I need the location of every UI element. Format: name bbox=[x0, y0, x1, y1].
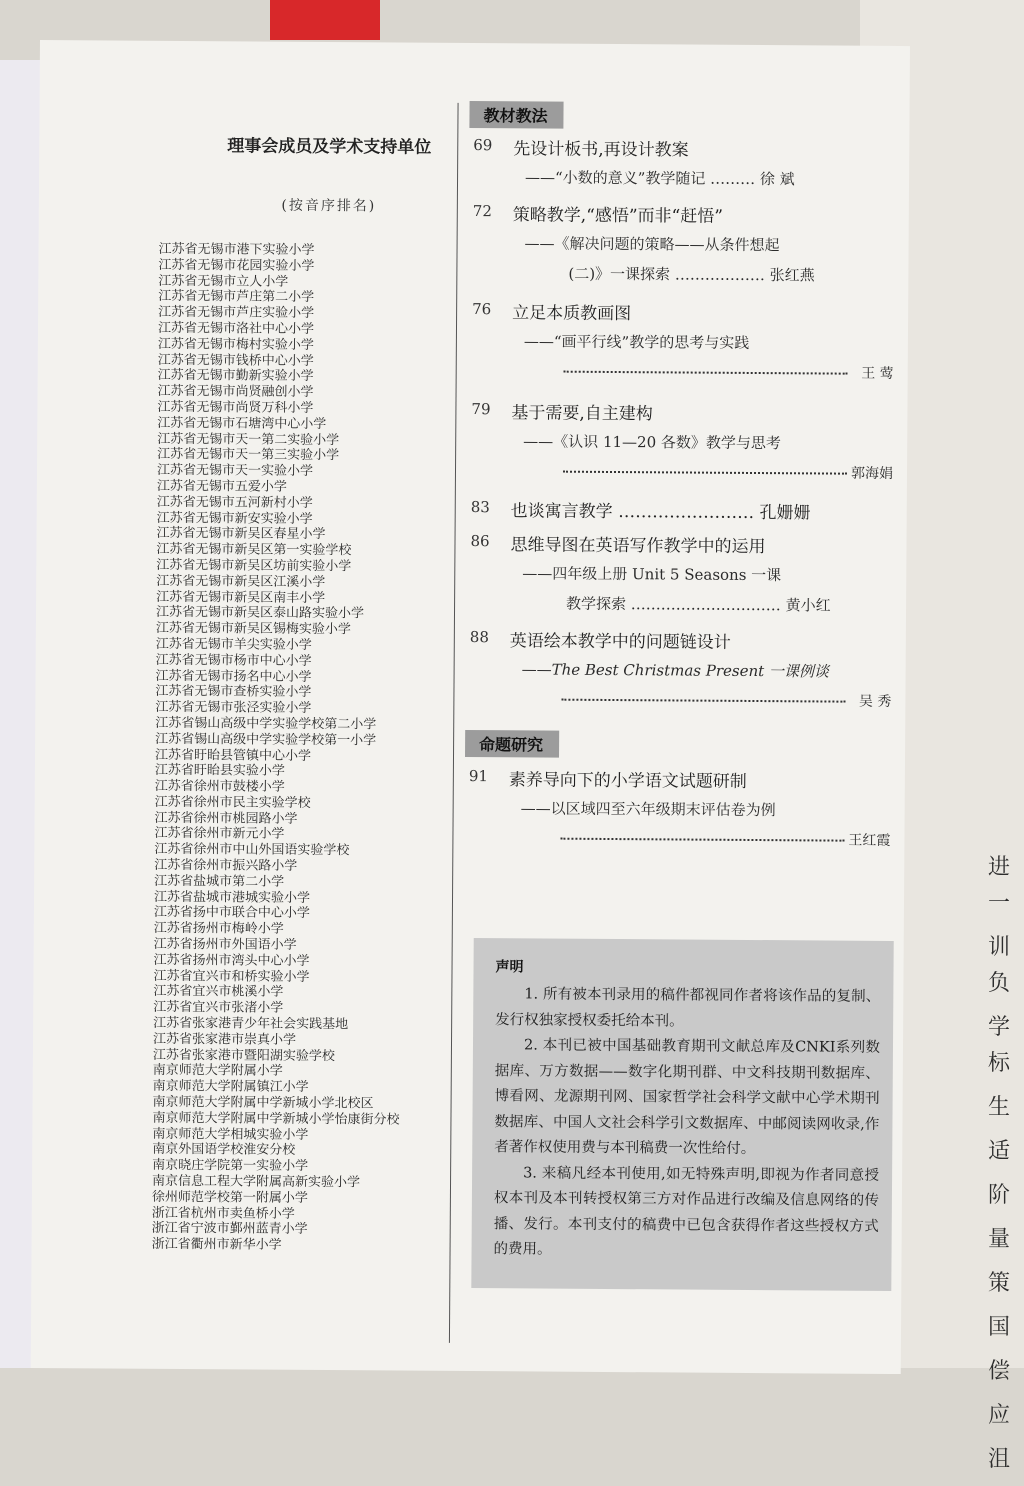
school-list-item: 江苏省无锡市港下实验小学 bbox=[158, 241, 315, 258]
school-list-item: 江苏省无锡市五河新村小学 bbox=[156, 494, 313, 511]
school-list-item: 江苏省张家港市崇真小学 bbox=[152, 1031, 297, 1048]
school-list-item: 江苏省无锡市勤新实验小学 bbox=[157, 368, 314, 385]
member-list-subtitle: (按音序排名) bbox=[281, 197, 377, 215]
toc-author-line bbox=[523, 456, 907, 489]
school-list-item: 江苏省盐城市港城实验小学 bbox=[153, 889, 311, 906]
school-list-item: 江苏省无锡市杨市中心小学 bbox=[155, 652, 312, 669]
notice-body bbox=[493, 982, 880, 1265]
school-list-item: 江苏省徐州市民主实验学校 bbox=[154, 794, 311, 811]
toc-entry-title: 也谈寓言教学 …………………… 孔姗姗 bbox=[510, 501, 811, 524]
school-list-item: 江苏省无锡市石塘湾中心小学 bbox=[157, 415, 327, 432]
toc-author: 吴 秀 bbox=[858, 693, 892, 710]
school-list-item: 江苏省无锡市尚贤万科小学 bbox=[157, 399, 314, 416]
background-red-object bbox=[270, 0, 380, 40]
school-list-item: 江苏省无锡市新吴区锡梅实验小学 bbox=[155, 620, 351, 638]
toc-page-number: 83 bbox=[470, 498, 490, 517]
toc-entry[interactable] bbox=[471, 400, 908, 489]
school-list-item: 江苏省徐州市中山外国语实验学校 bbox=[154, 842, 350, 859]
toc-page-number: 91 bbox=[468, 767, 489, 786]
school-list-item: 南京师范大学附属小学 bbox=[152, 1063, 283, 1080]
member-list-column bbox=[122, 131, 493, 1255]
school-list-item: 江苏省无锡市钱桥中心小学 bbox=[157, 352, 314, 369]
toc-entry-title: 策略教学,“感悟”而非“赶悟” bbox=[512, 205, 724, 227]
toc-entry-title: 思维导图在英语写作教学中的运用 bbox=[510, 535, 766, 558]
school-list bbox=[122, 241, 492, 1255]
school-list-item: 江苏省无锡市新吴区春星小学 bbox=[156, 526, 326, 543]
school-list-item: 江苏省无锡市新吴区江溪小学 bbox=[156, 573, 326, 590]
school-list-item: 南京师范大学附属中学新城小学怡康街分校 bbox=[152, 1110, 400, 1128]
toc-entry-subtitle: (二)》一课探索 ……………… 张红燕 bbox=[568, 264, 815, 285]
right-edge-char: 量 bbox=[988, 1227, 1011, 1252]
toc-entry[interactable] bbox=[472, 300, 909, 389]
school-list-item: 江苏省徐州市振兴路小学 bbox=[154, 857, 298, 874]
school-list-item: 江苏省徐州市鼓楼小学 bbox=[154, 778, 285, 795]
school-list-item: 江苏省宜兴市和桥实验小学 bbox=[153, 968, 310, 985]
right-edge-char: 进一 bbox=[988, 855, 1011, 916]
toc-entry-subtitle: ——The Best Christmas Present 一课例谈 bbox=[521, 660, 830, 681]
school-list-item: 南京师范大学相城实验小学 bbox=[152, 1126, 309, 1143]
school-list-item: 江苏省张家港青少年社会实践基地 bbox=[153, 1015, 349, 1033]
table-of-contents bbox=[464, 101, 909, 856]
toc-entry-subtitle: ——“画平行线”教学的思考与实践 bbox=[523, 332, 750, 352]
school-list-item: 江苏省扬州市外国语小学 bbox=[153, 936, 297, 953]
right-edge-char: 国 bbox=[988, 1315, 1011, 1340]
toc-page-number: 88 bbox=[469, 628, 489, 647]
school-list-item: 江苏省无锡市新吴区泰山路实验小学 bbox=[155, 605, 365, 622]
school-list-item: 江苏省无锡市羊尖实验小学 bbox=[155, 636, 312, 653]
toc-entry-subtitle: ——“小数的意义”教学随记 ……… 徐 斌 bbox=[524, 168, 795, 189]
toc-entry-subtitle: 教学探索 ………………………… 黄小红 bbox=[566, 594, 831, 615]
school-list-item: 南京师范大学附属中学新城小学北校区 bbox=[152, 1094, 374, 1112]
notice-title: 声明 bbox=[495, 959, 524, 976]
right-edge-char: 学标 bbox=[988, 1015, 1011, 1076]
toc-page-number: 72 bbox=[472, 202, 492, 221]
school-list-item: 江苏省无锡市张泾实验小学 bbox=[155, 699, 312, 717]
school-list-item: 江苏省无锡市芦庄实验小学 bbox=[158, 305, 315, 322]
toc-entry[interactable] bbox=[473, 136, 909, 195]
school-list-item: 江苏省扬中市联合中心小学 bbox=[153, 905, 310, 922]
toc-page-number: 79 bbox=[471, 400, 491, 419]
school-list-item: 徐州师范学校第一附属小学 bbox=[151, 1189, 308, 1206]
school-list-item: 江苏省无锡市新吴区第一实验学校 bbox=[156, 541, 352, 559]
toc-entry-subtitle: ——《解决问题的策略——从条件想起 bbox=[524, 234, 780, 255]
school-list-item: 江苏省盱眙县实验小学 bbox=[154, 763, 285, 780]
toc-entry-title: 基于需要,自主建构 bbox=[511, 403, 653, 425]
toc-page-number: 86 bbox=[470, 532, 490, 551]
school-list-item: 南京信息工程大学附属高新实验小学 bbox=[151, 1173, 361, 1191]
right-edge-char: 生 bbox=[988, 1095, 1011, 1120]
school-list-item: 江苏省无锡市花园实验小学 bbox=[158, 257, 315, 274]
school-list-item: 南京师范大学附属镇江小学 bbox=[152, 1079, 309, 1096]
school-list-item: 浙江省杭州市卖鱼桥小学 bbox=[151, 1205, 295, 1222]
notice-paragraph: 1. 所有被本刊录用的稿件都视同作者将该作品的复制、发行权独家授权委托给本刊。 bbox=[495, 986, 881, 1030]
school-list-item: 江苏省无锡市立人小学 bbox=[158, 273, 289, 290]
toc-entry-title: 素养导向下的小学语文试题研制 bbox=[508, 770, 747, 792]
toc-entry[interactable] bbox=[471, 498, 907, 527]
school-list-item: 浙江省宁波市鄞州蓝青小学 bbox=[151, 1221, 308, 1238]
school-list-item: 江苏省徐州市桃园路小学 bbox=[154, 810, 298, 827]
school-list-item: 浙江省衢州市新华小学 bbox=[151, 1237, 282, 1253]
school-list-item: 江苏省无锡市洛社中心小学 bbox=[157, 320, 315, 337]
school-list-item: 江苏省无锡市芦庄第二小学 bbox=[158, 289, 315, 306]
right-edge-char: 适 bbox=[988, 1139, 1011, 1164]
right-edge-char: 应 bbox=[988, 1403, 1011, 1428]
right-edge-char: 训负 bbox=[988, 935, 1011, 996]
notice-box bbox=[471, 938, 893, 1291]
toc-entry-subtitle: ——四年级上册 Unit 5 Seasons 一课 bbox=[522, 564, 782, 585]
school-list-item: 江苏省扬州市湾头中心小学 bbox=[153, 952, 310, 969]
school-list-item: 江苏省无锡市新吴区坊前实验小学 bbox=[156, 557, 352, 575]
toc-author-line bbox=[524, 356, 908, 389]
member-list-title: 理事会成员及学术支持单位 bbox=[227, 136, 432, 158]
right-edge-char: 偿 bbox=[988, 1359, 1011, 1384]
toc-entry[interactable] bbox=[468, 767, 905, 856]
toc-author: 王红霞 bbox=[848, 832, 891, 849]
dot-leader bbox=[563, 471, 847, 475]
school-list-item: 江苏省宜兴市桃溪小学 bbox=[153, 984, 284, 1001]
toc-page-number: 69 bbox=[473, 136, 493, 155]
school-list-item: 江苏省锡山高级中学实验学校第二小学 bbox=[155, 715, 377, 733]
toc-author: 王 莺 bbox=[861, 365, 894, 382]
school-list-item: 江苏省无锡市扬名中心小学 bbox=[155, 668, 312, 685]
magazine-page bbox=[31, 40, 910, 1374]
school-list-item: 江苏省无锡市新安实验小学 bbox=[156, 510, 313, 527]
toc-author-line bbox=[521, 684, 905, 717]
school-list-item: 江苏省无锡市天一实验小学 bbox=[156, 462, 314, 480]
section-tag-exam: 命题研究 bbox=[465, 730, 559, 758]
school-list-item: 江苏省盐城市第二小学 bbox=[154, 873, 285, 890]
dot-leader bbox=[561, 699, 845, 703]
section-tag-teaching: 教材教法 bbox=[469, 101, 563, 129]
toc-entry-title: 英语绘本教学中的问题链设计 bbox=[509, 631, 731, 653]
school-list-item: 南京外国语学校淮安分校 bbox=[152, 1142, 296, 1159]
right-edge-char: 阶 bbox=[988, 1183, 1011, 1208]
toc-entry-subtitle: ——以区域四至六年级期末评估卷为例 bbox=[520, 799, 776, 820]
right-edge-char: 沮 bbox=[988, 1447, 1011, 1472]
school-list-item: 江苏省扬州市梅岭小学 bbox=[153, 921, 284, 937]
school-list-item: 江苏省宜兴市张渚小学 bbox=[153, 1000, 284, 1016]
toc-entry-title: 立足本质教画图 bbox=[512, 303, 632, 325]
school-list-item: 江苏省无锡市梅村实验小学 bbox=[157, 336, 314, 353]
school-list-item: 江苏省无锡市新吴区南丰小学 bbox=[156, 589, 326, 606]
notice-paragraph: 3. 来稿凡经本刊使用,如无特殊声明,即视为作者同意授权本刊及本刊转授权第三方对作品进行改编及信息网络的传播、发行。本刊支付的稿费中已包含获得作者这些授权方式的费用。 bbox=[493, 1164, 880, 1258]
toc-entry[interactable] bbox=[469, 628, 906, 717]
school-list-item: 江苏省无锡市五爱小学 bbox=[156, 478, 287, 495]
dot-leader bbox=[564, 371, 848, 375]
toc-entry[interactable] bbox=[470, 532, 907, 621]
toc-entry-subtitle: ——《认识 11—20 各数》教学与思考 bbox=[523, 432, 781, 453]
right-edge-char: 策 bbox=[988, 1271, 1011, 1296]
school-list-item: 江苏省盱眙县管镇中心小学 bbox=[154, 747, 312, 764]
right-page-edge-text bbox=[988, 850, 1024, 1486]
toc-author: 郭海娟 bbox=[850, 465, 894, 482]
school-list-item: 南京晓庄学院第一实验小学 bbox=[152, 1158, 309, 1175]
toc-author-line bbox=[520, 823, 904, 856]
school-list-item: 江苏省无锡市尚贤融创小学 bbox=[157, 384, 314, 401]
school-list-item: 江苏省徐州市新元小学 bbox=[154, 826, 285, 843]
school-list-item: 江苏省无锡市天一第三实验小学 bbox=[157, 447, 340, 464]
school-list-item: 江苏省锡山高级中学实验学校第一小学 bbox=[155, 731, 377, 749]
toc-entry[interactable] bbox=[472, 202, 909, 291]
dot-leader bbox=[560, 838, 844, 842]
school-list-item: 江苏省无锡市天一第二实验小学 bbox=[157, 431, 340, 448]
notice-paragraph: 2. 本刊已被中国基础教育期刊文献总库及CNKI系列数据库、万方数据——数字化期刊群、中文科技期刊数据库、博看网、龙源期刊网、国家哲学社会科学文献中心学术期刊数据库、中国人文社会科学引文数据库、中邮阅读网收录,作者著作权使用费与本刊稿费一次性给付。 bbox=[494, 1037, 881, 1158]
toc-entry-title: 先设计板书,再设计教案 bbox=[513, 139, 689, 161]
school-list-item: 江苏省无锡市查桥实验小学 bbox=[155, 684, 312, 701]
school-list-item: 江苏省张家港市暨阳湖实验学校 bbox=[152, 1047, 335, 1064]
toc-page-number: 76 bbox=[472, 300, 492, 319]
